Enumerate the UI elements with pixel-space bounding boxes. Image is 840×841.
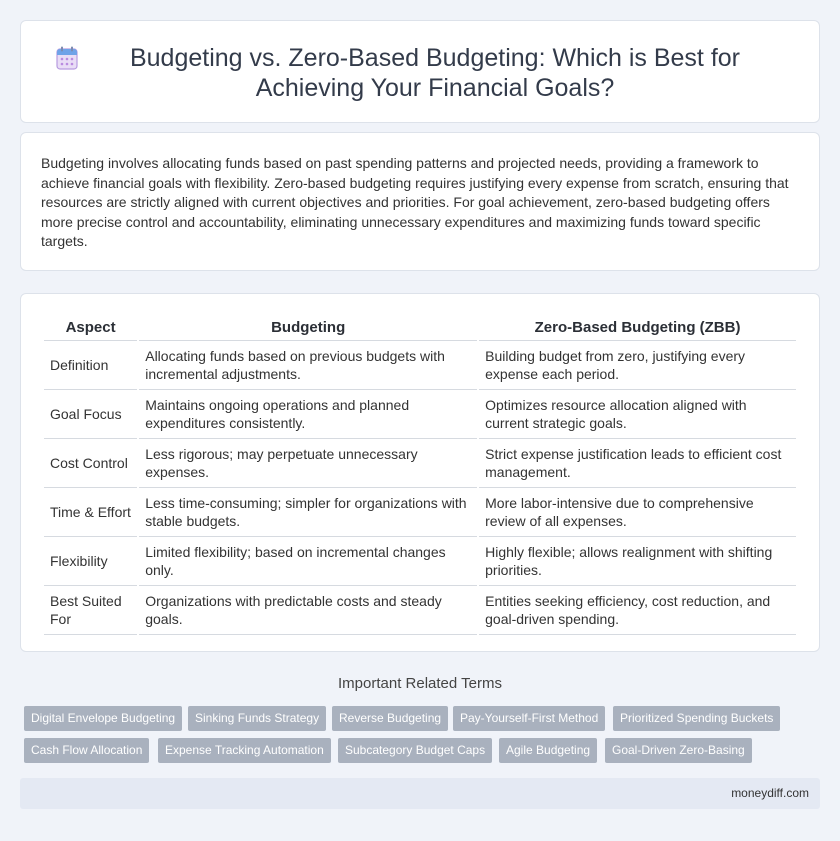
related-terms-title: Important Related Terms: [338, 675, 502, 692]
cell-zbb: Entities seeking efficiency, cost reduction, and goal-driven spending.: [479, 586, 796, 635]
related-term-tag[interactable]: Pay-Yourself-First Method: [453, 706, 605, 731]
table-row: [44, 390, 796, 439]
cell-zbb: Highly flexible; allows realignment with shifting priorities.: [479, 537, 796, 586]
cell-aspect: Best Suited For: [44, 586, 137, 635]
page-title: [21, 43, 819, 103]
related-term-tag[interactable]: Sinking Funds Strategy: [188, 706, 326, 731]
cell-aspect: Definition: [44, 341, 137, 390]
cell-zbb: Building budget from zero, justifying every expense each period.: [479, 341, 796, 390]
table-header-row: [44, 311, 796, 341]
related-term-tag[interactable]: Subcategory Budget Caps: [338, 738, 492, 763]
cell-budgeting: Maintains ongoing operations and planned expenditures consistently.: [139, 390, 477, 439]
cell-aspect: Flexibility: [44, 537, 137, 586]
comparison-table-card: [20, 293, 820, 652]
footer-site[interactable]: moneydiff.com: [731, 786, 809, 800]
cell-budgeting: Organizations with predictable costs and steady goals.: [139, 586, 477, 635]
related-term-tag[interactable]: Expense Tracking Automation: [158, 738, 331, 763]
cell-aspect: Time & Effort: [44, 488, 137, 537]
table-row: [44, 341, 796, 390]
cell-zbb: Optimizes resource allocation aligned with current strategic goals.: [479, 390, 796, 439]
cell-zbb: More labor-intensive due to comprehensive review of all expenses.: [479, 488, 796, 537]
table-row: [44, 537, 796, 586]
cell-aspect: Cost Control: [44, 439, 137, 488]
related-term-tag[interactable]: Goal-Driven Zero-Basing: [605, 738, 752, 763]
intro-card: [20, 132, 820, 271]
comparison-table: [42, 311, 798, 635]
intro-paragraph: Budgeting involves allocating funds based on past spending patterns and projected needs, providing a framework to achieve financial goals with flexibility. Zero-based budgeting requires justifying every expense from scratch, ensuring that resources are strictly aligned with current objectives and priorities. For goal achievement, zero-based budgeting offers more precise control and accountability, eliminating unnecessary expenditures and maximizing funds toward specific targets.: [41, 155, 789, 249]
table-row: [44, 439, 796, 488]
cell-zbb: Strict expense justification leads to efficient cost management.: [479, 439, 796, 488]
table-row: [44, 586, 796, 635]
cell-budgeting: Limited flexibility; based on incremental changes only.: [139, 537, 477, 586]
related-term-tag[interactable]: Reverse Budgeting: [332, 706, 448, 731]
table-row: [44, 488, 796, 537]
cell-budgeting: Less time-consuming; simpler for organizations with stable budgets.: [139, 488, 477, 537]
cell-budgeting: Less rigorous; may perpetuate unnecessary expenses.: [139, 439, 477, 488]
cell-budgeting: Allocating funds based on previous budgets with incremental adjustments.: [139, 341, 477, 390]
cell-aspect: Goal Focus: [44, 390, 137, 439]
related-term-tag[interactable]: Agile Budgeting: [499, 738, 597, 763]
related-term-tag[interactable]: Digital Envelope Budgeting: [24, 706, 182, 731]
footer: [20, 778, 820, 809]
title-card: [20, 20, 820, 123]
related-term-tag[interactable]: Cash Flow Allocation: [24, 738, 149, 763]
page-title-text: Budgeting vs. Zero-Based Budgeting: Which is Best for Achieving Your Financial Goals?: [129, 44, 741, 102]
header-budgeting: Budgeting: [139, 311, 477, 341]
header-zbb: Zero-Based Budgeting (ZBB): [479, 311, 796, 341]
header-aspect: Aspect: [44, 311, 137, 341]
related-term-tag[interactable]: Prioritized Spending Buckets: [613, 706, 780, 731]
